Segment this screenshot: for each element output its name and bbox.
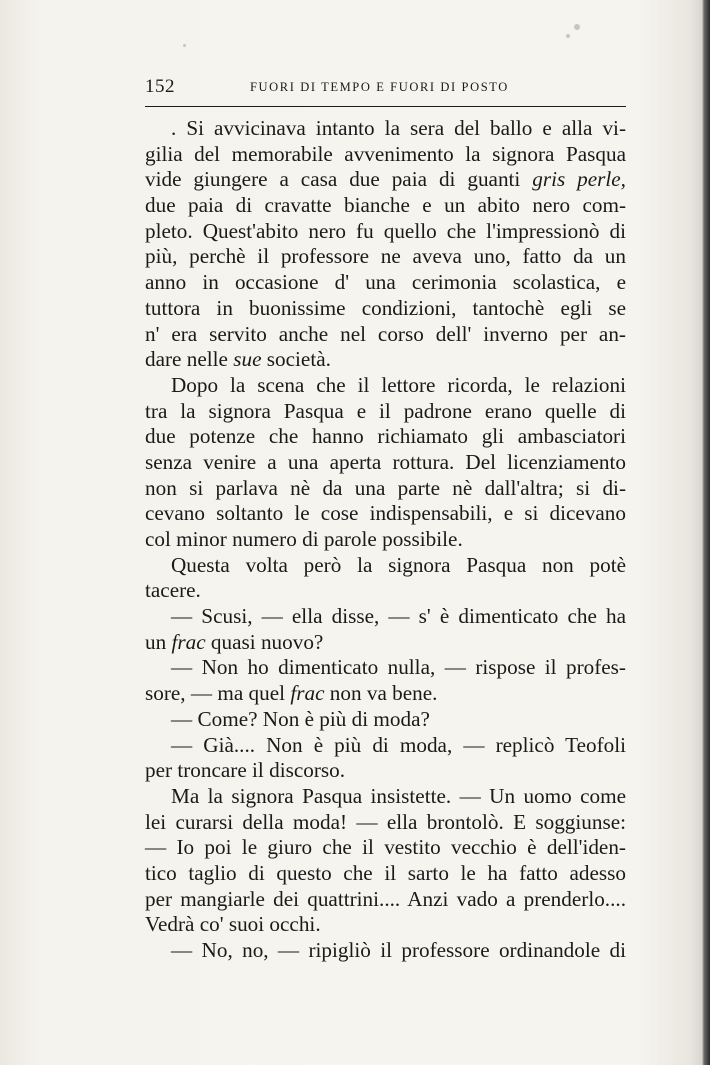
text-segment: — Già.... Non è più di moda, — replicò Teofoli	[171, 732, 626, 757]
text-segment: tico taglio di questo che il sarto le ha fatto adesso	[145, 860, 626, 885]
text-segment: Vedrà co' suoi occhi.	[145, 912, 321, 937]
text-line	[145, 116, 626, 142]
text-line	[145, 193, 626, 219]
text-segment: per mangiarle dei quattrini.... Anzi vado a prenderlo....	[145, 886, 626, 911]
text-line	[145, 861, 626, 887]
italic-segment: frac	[290, 681, 325, 706]
text-segment: tra la signora Pasqua e il padrone erano quelle di	[145, 398, 626, 423]
text-line	[145, 681, 626, 707]
text-line	[145, 630, 626, 656]
text-segment: — Scusi, — ella disse, — s' è dimenticato che ha	[171, 604, 626, 629]
text-line	[145, 399, 626, 425]
text-line	[145, 655, 626, 681]
text-line	[145, 553, 626, 579]
page-header	[145, 76, 623, 98]
text-segment: dare nelle	[145, 347, 234, 372]
text-line	[145, 604, 626, 630]
text-segment: col minor numero di parole possibile.	[145, 527, 463, 551]
text-line	[145, 527, 626, 553]
text-line	[145, 296, 626, 322]
text-line	[145, 578, 626, 604]
running-title: FUORI DI TEMPO E FUORI DI POSTO	[250, 80, 509, 94]
text-line	[145, 244, 626, 270]
text-line	[145, 887, 626, 913]
text-segment: più, perchè il professore ne aveva uno, fatto da un	[145, 244, 626, 269]
text-segment: due paia di cravatte bianche e un abito nero com-	[145, 193, 626, 218]
text-segment: — Io poi le giuro che il vestito vecchio è dell'iden-	[145, 835, 626, 860]
text-segment: n' era servito anche nel corso dell' inverno per an-	[145, 321, 626, 346]
text-segment: un	[145, 629, 172, 654]
text-line	[145, 347, 626, 373]
paper-speck	[574, 24, 580, 30]
text-line	[145, 167, 626, 193]
text-line	[145, 270, 626, 296]
text-line	[145, 424, 626, 450]
text-line	[145, 219, 626, 245]
text-segment: anno in occasione d' una cerimonia scolastica, e	[145, 270, 626, 295]
text-line	[145, 373, 626, 399]
text-line	[145, 835, 626, 861]
text-segment: cevano soltanto le cose indispensabili, e si dicevano	[145, 501, 626, 526]
text-segment: — No, no, — ripigliò il professore ordinandole di	[171, 938, 626, 962]
text-segment: sore, — ma quel	[145, 681, 291, 706]
text-line	[145, 322, 626, 348]
text-segment: senza venire a una aperta rottura. Del licenziamento	[145, 449, 626, 474]
text-segment: lei curarsi della moda! — ella brontolò. E soggiunse:	[145, 809, 626, 834]
body-text	[145, 116, 626, 964]
text-line	[145, 810, 626, 836]
paper-speck	[566, 34, 570, 38]
text-segment: tuttora in buonissime condizioni, tantochè egli se	[145, 295, 626, 320]
text-segment: tacere.	[145, 578, 201, 603]
text-line	[145, 450, 626, 476]
text-segment: non si parlava nè da una parte nè dall'altra; si di-	[145, 475, 626, 500]
italic-segment: gris perle,	[532, 167, 626, 192]
text-line	[145, 784, 626, 810]
text-segment: Dopo la scena che il lettore ricorda, le relazioni	[171, 372, 626, 397]
page-number: 152	[145, 76, 175, 97]
text-segment: — Non ho dimenticato nulla, — rispose il profes-	[171, 655, 626, 680]
text-line	[145, 912, 626, 938]
italic-segment: frac	[171, 629, 206, 654]
text-segment: gilia del memorabile avvenimento la signora Pasqua	[145, 141, 626, 166]
text-line	[145, 142, 626, 168]
text-line	[145, 501, 626, 527]
text-segment: . Si avvicinava intanto la sera del ballo e alla vi-	[171, 116, 626, 140]
text-segment: vide giungere a casa due paia di guanti	[145, 167, 533, 192]
italic-segment: sue	[233, 347, 262, 372]
header-rule	[145, 106, 626, 107]
text-segment: quasi nuovo?	[205, 629, 324, 654]
text-segment: — Come? Non è più di moda?	[171, 706, 430, 731]
text-segment: pleto. Quest'abito nero fu quello che l'impressionò di	[145, 218, 626, 243]
text-segment: due potenze che hanno richiamato gli ambasciatori	[145, 424, 626, 449]
text-line	[145, 758, 626, 784]
text-segment: non va bene.	[324, 681, 438, 706]
text-segment: Questa volta però la signora Pasqua non potè	[171, 552, 626, 577]
text-line	[145, 476, 626, 502]
paper-speck	[183, 44, 186, 47]
text-segment: società.	[261, 347, 331, 372]
text-segment: per troncare il discorso.	[145, 758, 346, 783]
text-line	[145, 938, 626, 964]
text-line	[145, 707, 626, 733]
text-line	[145, 733, 626, 759]
text-segment: Ma la signora Pasqua insistette. — Un uomo come	[171, 783, 626, 808]
